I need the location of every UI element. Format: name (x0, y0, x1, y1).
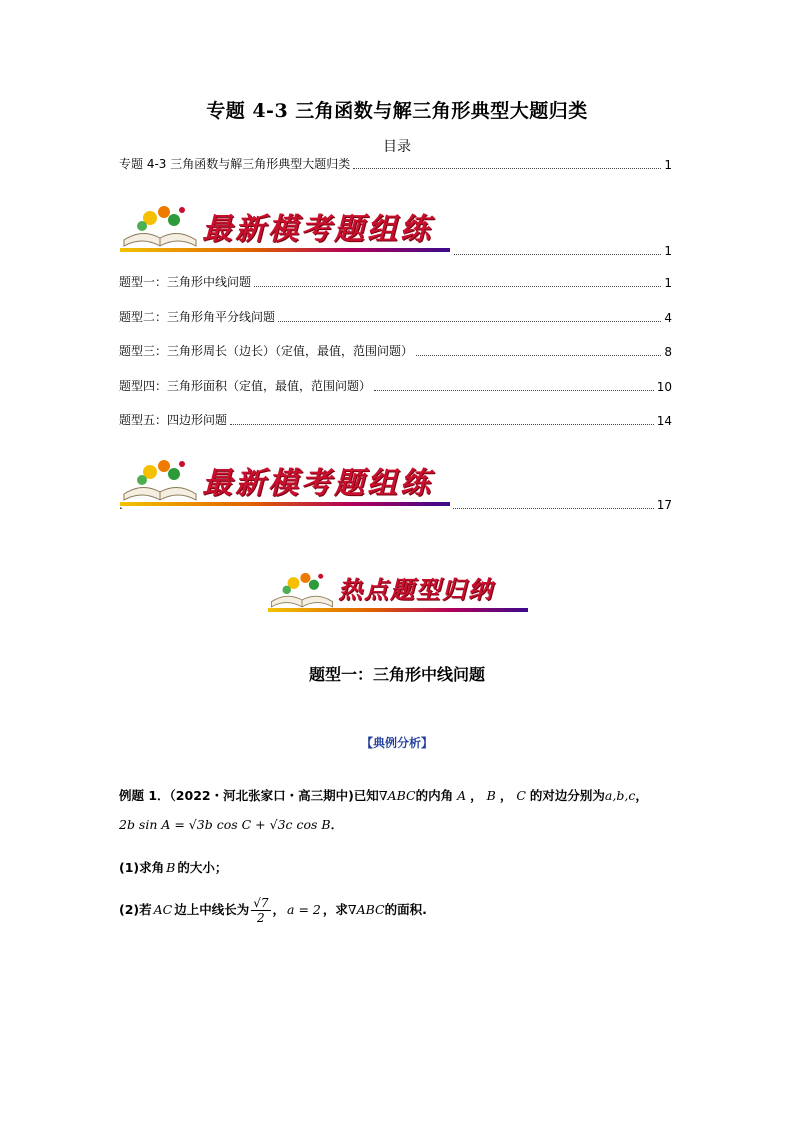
sides-abc: a,b,c (604, 788, 636, 803)
toc-entry-page: 17 (656, 498, 672, 512)
example-analysis-tag: 【典例分析】 (360, 736, 433, 750)
toc-leader (453, 508, 654, 509)
angle-b: B (166, 860, 176, 875)
question-2 (119, 896, 427, 925)
open-book-flower-icon (268, 566, 336, 612)
triangle-label: ∇ABC (347, 902, 385, 917)
segment-ac: AC (153, 902, 173, 917)
example-1-line-2 (119, 815, 343, 833)
example-source: 例题 1．（2022・河北张家口・高三期中)已知 (119, 788, 379, 803)
text-fragment: (2)若 (119, 902, 152, 917)
toc-entry-text: 专题 4-3 三角函数与解三角形典型大题归类 (119, 157, 351, 171)
banner-underline (268, 608, 528, 612)
text-fragment: (1)求角 (119, 860, 165, 875)
toc-entry-text: 题型四：三角形面积（定值，最值，范围问题） (119, 379, 372, 393)
toc-entry-page: 1 (664, 276, 672, 290)
text-fragment: ， (272, 902, 286, 917)
text-fragment: ，求 (322, 902, 348, 917)
banner-title: 最新模考题组练 (202, 466, 433, 501)
text-fragment: 的大小； (177, 860, 228, 875)
banner-title: 最新模考题组练 (202, 212, 433, 247)
text-fragment: 边上中线长为 (174, 902, 250, 917)
triangle-label: ∇ABC (378, 788, 416, 803)
toc-entry[interactable] (119, 307, 672, 325)
toc-entry[interactable] (119, 376, 672, 394)
banner-hot-topics (268, 566, 528, 616)
toc-heading: 目录 (383, 139, 411, 155)
document-title: 专题 4-3 三角函数与解三角形典型大题归类 (206, 100, 588, 122)
toc-entry-text: 题型一：三角形中线问题 (119, 275, 252, 289)
text-fragment: 的对边分别为 (529, 788, 605, 803)
text-fragment: ， (635, 788, 648, 803)
angle-c: C (516, 788, 526, 803)
toc-leader (254, 286, 661, 287)
toc-entry[interactable] (119, 272, 672, 290)
example-1-line-1 (119, 786, 648, 804)
angle-b: B (486, 788, 496, 803)
toc-leader (353, 168, 661, 169)
text-fragment: 的面积. (384, 902, 427, 917)
toc-entry-text: 题型二：三角形角平分线问题 (119, 310, 276, 324)
text-fragment: ． (330, 817, 344, 832)
toc-entry-text: 题型五：四边形问题 (119, 413, 228, 427)
toc-entry-page: 8 (664, 345, 672, 359)
fraction-numerator: √7 (253, 896, 269, 910)
toc-leader (230, 424, 654, 425)
toc-leader (416, 355, 661, 356)
question-1 (119, 858, 227, 876)
given-equation: 2b sin A = √3b cos C + √3c cos B (119, 817, 331, 832)
toc-leader (374, 390, 654, 391)
fraction-denominator: 2 (257, 911, 265, 925)
toc-entry-text: 题型三：三角形周长（边长）（定值，最值，范围问题） (119, 344, 414, 358)
toc-entry-page: 4 (664, 311, 672, 325)
text-fragment: ， (470, 788, 483, 803)
toc-entry[interactable] (119, 341, 672, 359)
toc-entry[interactable] (119, 410, 672, 428)
toc-leader (278, 321, 661, 322)
toc-entry-page: 1 (664, 158, 672, 172)
side-a-value: a = 2 (287, 902, 321, 917)
section-title: 题型一：三角形中线问题 (308, 665, 485, 684)
angle-a: A (457, 788, 467, 803)
median-length-fraction (251, 896, 270, 925)
toc-entry-page: 14 (656, 414, 672, 428)
toc-leader (454, 254, 661, 255)
toc-entry-text: . (119, 498, 123, 512)
toc-entry-page: 10 (656, 380, 672, 394)
banner-title: 热点题型归纳 (338, 575, 494, 604)
text-fragment: 的内角 (415, 788, 454, 803)
toc-entry[interactable] (119, 240, 672, 258)
text-fragment: ， (499, 788, 513, 803)
toc-entry[interactable] (119, 154, 672, 172)
toc-entry[interactable] (119, 494, 672, 512)
toc-entry-page: 1 (664, 244, 672, 258)
